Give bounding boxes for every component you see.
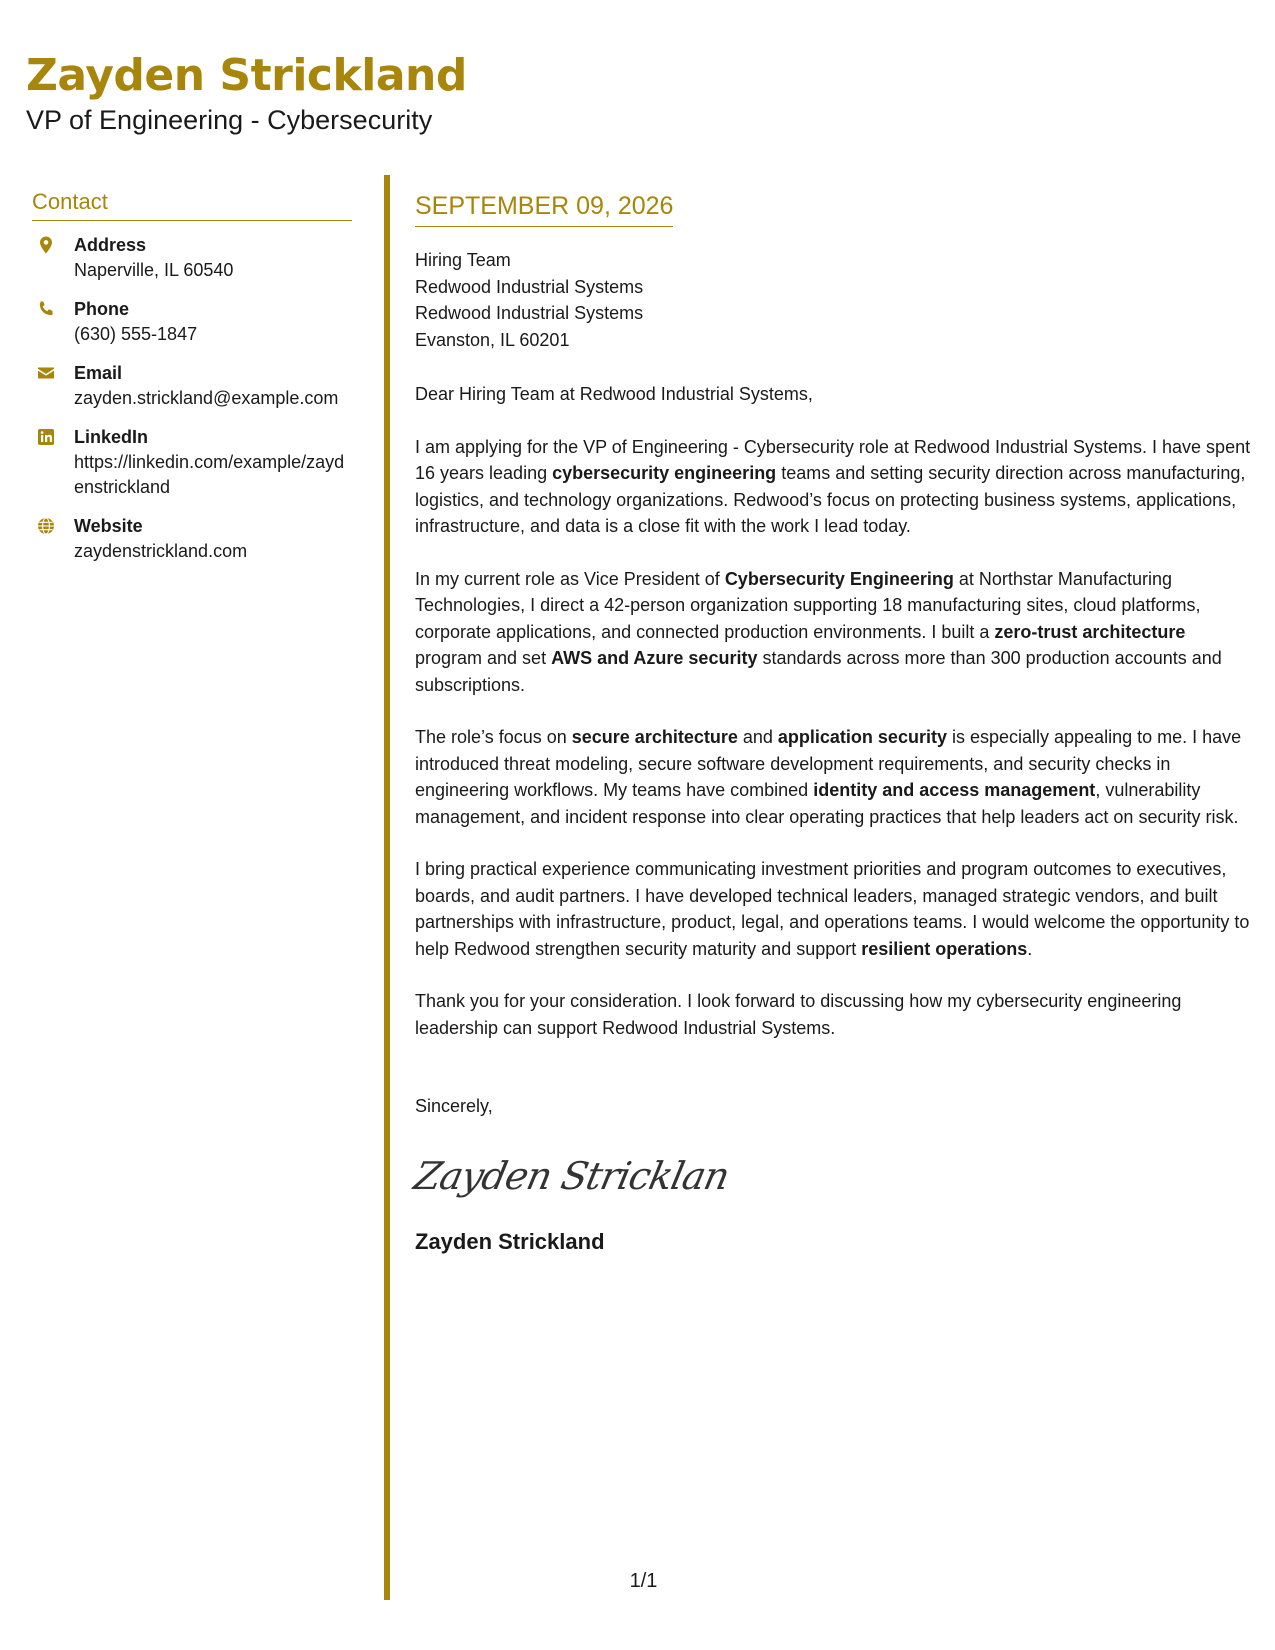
salutation: Dear Hiring Team at Redwood Industrial Systems, — [415, 384, 813, 404]
body-paragraph — [415, 856, 1255, 962]
recipient-block — [415, 247, 1255, 353]
signed-name: Zayden Strickland — [415, 1228, 605, 1254]
map-pin-icon — [36, 235, 58, 257]
text-run: is especially appealing to me. I have introduced threat modeling, secure software development requirements, and security checks in engineering workflows. My teams have combined — [415, 727, 1242, 800]
resume-header — [26, 50, 467, 136]
recipient-line: Redwood Industrial Systems — [415, 303, 644, 323]
contact-item-address — [32, 233, 352, 283]
letter-body — [410, 190, 1255, 1256]
contact-label: Phone — [74, 299, 130, 319]
text-run: In my current role as Vice President of — [415, 568, 725, 589]
contact-label: LinkedIn — [74, 427, 149, 447]
applicant-name: Zayden Strickland — [26, 50, 467, 101]
bold-phrase: identity and access management — [813, 780, 1096, 800]
bold-phrase: AWS and Azure security — [551, 648, 758, 668]
text-run: teams and setting security direction across manufacturing, logistics, and technology organizations. Redwood’s focus on protecting business systems, applications, infrastructure, and data is a close fit with the work I lead today. — [415, 463, 1246, 536]
bold-phrase: zero-trust architecture — [994, 621, 1186, 642]
address-value: Naperville, IL 60540 — [74, 260, 234, 280]
text-run: The role’s focus on — [415, 727, 572, 747]
contact-label: Address — [74, 235, 147, 255]
text-run: I bring practical experience communicating investment priorities and program outcomes to executives, boards, and audit partners. I have developed technical leaders, managed strategic vendors, and built partnerships with infrastructure, product, legal, and operations teams. I would welcome the opportunity to help Redwood strengthen security maturity and support — [415, 859, 1250, 959]
text-run: . — [1027, 938, 1033, 959]
recipient-line: Evanston, IL 60201 — [415, 329, 570, 350]
linkedin-icon — [36, 427, 58, 449]
phone-value: (630) 555-1847 — [74, 324, 198, 344]
linkedin-value: https://linkedin.com/example/zaydenstrickland — [74, 452, 345, 497]
body-paragraph — [415, 566, 1255, 699]
bold-phrase: Cybersecurity Engineering — [724, 568, 954, 589]
bold-phrase: application security — [777, 727, 947, 747]
contact-heading: Contact — [32, 188, 352, 221]
contact-label: Email — [74, 363, 123, 383]
envelope-icon — [36, 363, 58, 385]
applicant-title: VP of Engineering - Cybersecurity — [26, 105, 433, 135]
text-run: , vulnerability management, and incident response into clear operating practices that help leaders act on security risk. — [415, 780, 1239, 827]
website-value: zaydenstrickland.com — [74, 541, 248, 561]
text-run: at Northstar Manufacturing Technologies, I direct a 42-person organization supporting 18 manufacturing sites, cloud platforms, corporate applications, and connected production environments. I built a — [415, 568, 1201, 642]
bold-phrase: cybersecurity engineering — [552, 463, 777, 483]
contact-item-email — [32, 361, 352, 411]
text-run: Thank you for your consideration. I look forward to discussing how my cybersecurity engineering leadership can support Redwood Industrial Systems. — [415, 991, 1182, 1038]
closing: Sincerely, — [415, 1096, 493, 1116]
contact-item-website — [32, 514, 352, 564]
recipient-line: Hiring Team — [415, 250, 511, 270]
globe-icon — [36, 516, 58, 538]
handwritten-signature: Zayden Stricklan — [410, 1153, 733, 1198]
recipient-line: Redwood Industrial Systems — [415, 276, 644, 297]
column-divider — [384, 175, 390, 1600]
contact-label: Website — [74, 516, 143, 536]
body-paragraph — [415, 988, 1255, 1041]
text-run: program and set — [415, 648, 552, 668]
contact-item-phone — [32, 297, 352, 347]
contact-item-linkedin — [32, 425, 352, 500]
bold-phrase: resilient operations — [861, 938, 1028, 959]
body-paragraph — [415, 724, 1255, 830]
text-run: I am applying for the VP of Engineering - Cybersecurity role at Redwood Industrial Systems. I have spent 16 years leading — [415, 436, 1251, 483]
text-run: and — [737, 727, 778, 747]
bold-phrase: secure architecture — [571, 727, 738, 747]
page-number — [0, 1570, 1275, 1593]
page-number-text: 1/1 — [629, 1570, 658, 1592]
body-paragraph — [415, 434, 1255, 540]
phone-icon — [36, 299, 58, 321]
contact-sidebar — [32, 188, 352, 578]
text-run: standards across more than 300 production accounts and subscriptions. — [415, 648, 1222, 695]
letter-date: SEPTEMBER 09, 2026 — [415, 190, 673, 227]
email-value: zayden.strickland@example.com — [74, 388, 339, 408]
